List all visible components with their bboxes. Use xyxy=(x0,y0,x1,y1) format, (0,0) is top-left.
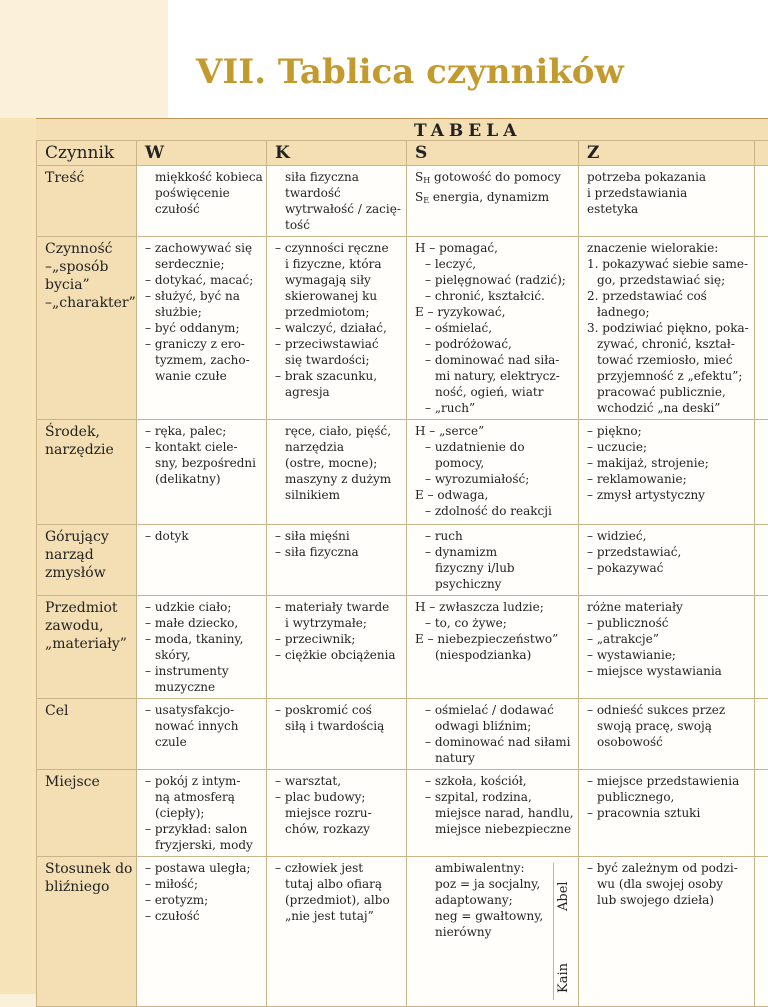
factor-line: –„charakter” xyxy=(45,294,130,312)
cell-line: – szpital, rodzina, xyxy=(415,789,572,805)
cell-line: – moda, tkaniny, xyxy=(145,631,260,647)
cell-w xyxy=(137,596,267,699)
cell-line: poświęcenie xyxy=(145,185,260,201)
cell-line: poz = ja socjalny, xyxy=(415,876,572,892)
row-factor-label xyxy=(37,525,137,596)
cell-line: znaczenie wielorakie: xyxy=(587,240,748,256)
cell-line: i fizyczne, która xyxy=(275,256,400,272)
cell-line: – uczucie; xyxy=(587,439,748,455)
cell-line: E – niebezpieczeństwo” xyxy=(415,631,572,647)
cell-line: nować innych xyxy=(145,718,260,734)
cell-line: – przeciwnik; xyxy=(275,631,400,647)
cell-line: – miejsce wystawiania xyxy=(587,663,748,679)
cell-line: (delikatny) xyxy=(145,471,260,487)
cell-line: miejsce narad, handlu, xyxy=(415,805,572,821)
row-factor-label xyxy=(37,237,137,420)
cell-line: – wyrozumiałość; xyxy=(415,471,572,487)
cell-line: ręce, ciało, pięść, xyxy=(275,423,400,439)
cell-z xyxy=(579,420,755,525)
cell-line: – być zależnym od podzi- xyxy=(587,860,748,876)
cell-line: narzędzia xyxy=(275,439,400,455)
table-row xyxy=(37,237,768,420)
tabela-band xyxy=(36,118,768,141)
table-row xyxy=(37,596,768,699)
cell-line: – dominować nad siła- xyxy=(415,352,572,368)
symbol-letter: S xyxy=(415,190,423,204)
factor-line: zawodu, xyxy=(45,617,130,635)
factor-line: narzędzie xyxy=(45,441,130,459)
cell-w xyxy=(137,166,267,237)
row-factor-label xyxy=(37,420,137,525)
page-title: VII. Tablica czynników xyxy=(196,52,624,92)
cell-k xyxy=(267,420,407,525)
factor-line: Czynność xyxy=(45,240,130,258)
factor-line: Środek, xyxy=(45,423,130,441)
cell-line: swoją pracę, swoją xyxy=(587,718,748,734)
cell-line: – uzdatnienie do xyxy=(415,439,572,455)
table-row xyxy=(37,857,768,1007)
cell-line: E – odwaga, xyxy=(415,487,572,503)
table-header-row xyxy=(37,141,768,166)
row-factor-label xyxy=(37,699,137,770)
cell-extra xyxy=(755,420,768,525)
cell-line: się twardości; xyxy=(275,352,400,368)
cell-line: – ręka, palec; xyxy=(145,423,260,439)
table-row xyxy=(37,525,768,596)
column-header-z: Z xyxy=(579,141,755,166)
cell-line: (niespodzianka) xyxy=(415,647,572,663)
cell-line: – piękno; xyxy=(587,423,748,439)
cell-line: siła fizyczna xyxy=(275,169,400,185)
cell-line: – pokój z intym- xyxy=(145,773,260,789)
cell-line: – walczyć, działać, xyxy=(275,320,400,336)
cell-line: wanie czułe xyxy=(145,368,260,384)
cell-line: adaptowany; xyxy=(415,892,572,908)
binder-strip xyxy=(0,0,36,994)
table-row xyxy=(37,699,768,770)
cell-line: – siła mięśni xyxy=(275,528,400,544)
cell-k xyxy=(267,596,407,699)
cell-line: – przedstawiać, xyxy=(587,544,748,560)
cell-line: natury xyxy=(415,750,572,766)
cell-line: tość xyxy=(275,217,400,233)
cell-line: – zachowywać się xyxy=(145,240,260,256)
cell-line: – ciężkie obciążenia xyxy=(275,647,400,663)
cell-line: – zdolność do reakcji xyxy=(415,503,572,519)
cell-z xyxy=(579,237,755,420)
column-header-k: K xyxy=(267,141,407,166)
cell-line: – dynamizm xyxy=(415,544,572,560)
cell-s xyxy=(407,596,579,699)
cell-s xyxy=(407,420,579,525)
factor-table-container xyxy=(36,118,768,994)
cell-line: (przedmiot), albo xyxy=(275,892,400,908)
cell-line: – chronić, kształcić. xyxy=(415,288,572,304)
factor-line: Miejsce xyxy=(45,773,130,791)
cell-line: skierowanej ku xyxy=(275,288,400,304)
cell-line xyxy=(415,189,572,209)
factor-line: –„sposób xyxy=(45,258,130,276)
row-factor-label xyxy=(37,857,137,1007)
cell-line: – przeciwstawiać xyxy=(275,336,400,352)
cell-line: agresja xyxy=(275,384,400,400)
cell-line: 1. pokazywać siebie same- xyxy=(587,256,748,272)
cell-line: – szkoła, kościół, xyxy=(415,773,572,789)
vertical-labels xyxy=(553,863,576,1000)
vertical-label-abel: Abel xyxy=(556,881,572,911)
cell-k xyxy=(267,857,407,1007)
cell-line: serdecznie; xyxy=(145,256,260,272)
cell-line: – „atrakcje” xyxy=(587,631,748,647)
cell-line: H – zwłaszcza ludzie; xyxy=(415,599,572,615)
column-header-s: S xyxy=(407,141,579,166)
cell-z xyxy=(579,525,755,596)
cell-line: – czułość xyxy=(145,908,260,924)
cell-s xyxy=(407,237,579,420)
cell-line: – postawa uległa; xyxy=(145,860,260,876)
cell-line: – kontakt ciele- xyxy=(145,439,260,455)
cell-line: – przykład: salon xyxy=(145,821,260,837)
cell-s xyxy=(407,699,579,770)
cell-line: i wytrzymałe; xyxy=(275,615,400,631)
cell-line: wchodzić „na deski” xyxy=(587,400,748,416)
cell-line: go, przedstawiać się; xyxy=(587,272,748,288)
cell-line: – dotykać, macać; xyxy=(145,272,260,288)
cell-line: estetyka xyxy=(587,201,748,217)
cell-line: neg = gwałtowny, xyxy=(415,908,572,924)
cell-line: publicznego, xyxy=(587,789,748,805)
cell-line: – pielęgnować (radzić); xyxy=(415,272,572,288)
vertical-label-kain: Kain xyxy=(556,963,572,993)
cell-line: tyzmem, zacho- xyxy=(145,352,260,368)
cell-line: fryzjerski, mody xyxy=(145,837,260,853)
cell-k xyxy=(267,166,407,237)
cell-line: odwagi bliźnim; xyxy=(415,718,572,734)
cell-extra xyxy=(755,237,768,420)
factor-line: Stosunek do xyxy=(45,860,130,878)
cell-line: czule xyxy=(145,734,260,750)
cell-line: fizyczny i/lub xyxy=(415,560,572,576)
column-header-extra xyxy=(755,141,768,166)
cell-line: ność, ogień, wiatr xyxy=(415,384,572,400)
table-row xyxy=(37,166,768,237)
cell-line: lub swojego dzieła) xyxy=(587,892,748,908)
cell-line: ambiwalentny: xyxy=(415,860,572,876)
symbol-subscript: E xyxy=(423,196,429,205)
cell-line: E – ryzykować, xyxy=(415,304,572,320)
cell-line: – miłość; xyxy=(145,876,260,892)
cell-line: maszyny z dużym xyxy=(275,471,400,487)
cell-line: miękkość kobieca xyxy=(145,169,260,185)
cell-line: miejsce niebezpieczne xyxy=(415,821,572,837)
tabela-label: TABELA xyxy=(414,121,521,141)
cell-line: czułość xyxy=(145,201,260,217)
cell-line: tutaj albo ofiarą xyxy=(275,876,400,892)
cell-s xyxy=(407,770,579,857)
factor-line: Górujący xyxy=(45,528,130,546)
cell-line: sny, bezpośredni xyxy=(145,455,260,471)
cell-line: silnikiem xyxy=(275,487,400,503)
cell-line: 2. przedstawiać coś xyxy=(587,288,748,304)
cell-line: – materiały twarde xyxy=(275,599,400,615)
cell-line: i przedstawiania xyxy=(587,185,748,201)
cell-line: – leczyć, xyxy=(415,256,572,272)
cell-line: – publiczność xyxy=(587,615,748,631)
cell-line: – człowiek jest xyxy=(275,860,400,876)
cell-line: pomocy, xyxy=(415,455,572,471)
cell-line xyxy=(415,169,572,189)
row-factor-label xyxy=(37,166,137,237)
cell-line: – siła fizyczna xyxy=(275,544,400,560)
cell-line: skóry, xyxy=(145,647,260,663)
cell-line: – widzieć, xyxy=(587,528,748,544)
cell-line: – czynności ręczne xyxy=(275,240,400,256)
factor-line: Przedmiot xyxy=(45,599,130,617)
cell-line: mi natury, elektrycz- xyxy=(415,368,572,384)
cell-line: – „ruch” xyxy=(415,400,572,416)
cell-line: (ciepły); xyxy=(145,805,260,821)
cell-extra xyxy=(755,699,768,770)
cell-w xyxy=(137,770,267,857)
cell-line: – reklamowanie; xyxy=(587,471,748,487)
cell-w xyxy=(137,857,267,1007)
cell-line: miejsce rozru- xyxy=(275,805,400,821)
cell-line: – ośmielać / dodawać xyxy=(415,702,572,718)
cell-w xyxy=(137,699,267,770)
column-header-w: W xyxy=(137,141,267,166)
cell-z xyxy=(579,596,755,699)
cell-line: pracować publicznie, xyxy=(587,384,748,400)
cell-line: wu (dla swojej osoby xyxy=(587,876,748,892)
cell-w xyxy=(137,525,267,596)
cell-line: – zmysł artystyczny xyxy=(587,487,748,503)
cell-line: wymagają siły xyxy=(275,272,400,288)
cell-line: 3. podziwiać piękno, poka- xyxy=(587,320,748,336)
cell-line: służbie; xyxy=(145,304,260,320)
cell-line: siłą i twardością xyxy=(275,718,400,734)
cell-line: (ostre, mocne); xyxy=(275,455,400,471)
cell-line: – wystawianie; xyxy=(587,647,748,663)
cell-line: – być oddanym; xyxy=(145,320,260,336)
row-factor-label xyxy=(37,770,137,857)
factor-line: Treść xyxy=(45,169,130,187)
cell-k xyxy=(267,525,407,596)
cell-z xyxy=(579,770,755,857)
cell-line: przyjemność z „efektu”; xyxy=(587,368,748,384)
cell-z xyxy=(579,857,755,1007)
cell-line: twardość xyxy=(275,185,400,201)
factor-line: bliźniego xyxy=(45,878,130,896)
table-row xyxy=(37,770,768,857)
symbol-subscript: H xyxy=(423,176,430,185)
cell-line: – podróżować, xyxy=(415,336,572,352)
factor-line: narząd xyxy=(45,546,130,564)
cell-line: – dominować nad siłami xyxy=(415,734,572,750)
cell-w xyxy=(137,237,267,420)
cell-s xyxy=(407,857,579,1007)
cell-line: chów, rozkazy xyxy=(275,821,400,837)
factor-line: bycia” xyxy=(45,276,130,294)
cell-line: – to, co żywe; xyxy=(415,615,572,631)
cell-line: – ośmielać, xyxy=(415,320,572,336)
table-row xyxy=(37,420,768,525)
cell-line: psychiczny xyxy=(415,576,572,592)
cell-line: nierówny xyxy=(415,924,572,940)
table-body xyxy=(37,166,768,1007)
cell-line: – makijaż, strojenie; xyxy=(587,455,748,471)
cell-z xyxy=(579,699,755,770)
cell-s xyxy=(407,166,579,237)
cell-line: – służyć, być na xyxy=(145,288,260,304)
cell-line: – dotyk xyxy=(145,528,260,544)
cell-line: potrzeba pokazania xyxy=(587,169,748,185)
cell-extra xyxy=(755,770,768,857)
cell-w xyxy=(137,420,267,525)
cell-line: – instrumenty xyxy=(145,663,260,679)
factor-line: Cel xyxy=(45,702,130,720)
cell-line: – miejsce przedstawienia xyxy=(587,773,748,789)
cell-line: H – pomagać, xyxy=(415,240,572,256)
cell-extra xyxy=(755,596,768,699)
cell-line: – graniczy z ero- xyxy=(145,336,260,352)
cell-line: zywać, chronić, kształ- xyxy=(587,336,748,352)
symbol-text: energia, dynamizm xyxy=(429,190,549,204)
cell-line: – małe dziecko, xyxy=(145,615,260,631)
cell-line: osobowość xyxy=(587,734,748,750)
column-header-czynnik: Czynnik xyxy=(37,141,137,166)
cell-line: muzyczne xyxy=(145,679,260,695)
symbol-letter: S xyxy=(415,170,423,184)
factor-line: zmysłów xyxy=(45,564,130,582)
cell-k xyxy=(267,770,407,857)
cell-line: – odnieść sukces przez xyxy=(587,702,748,718)
cell-line: – pracownia sztuki xyxy=(587,805,748,821)
symbol-text: gotowość do pomocy xyxy=(430,170,561,184)
cell-z xyxy=(579,166,755,237)
cell-line: H – „serce” xyxy=(415,423,572,439)
cell-k xyxy=(267,237,407,420)
cell-line: – plac budowy; xyxy=(275,789,400,805)
cell-line: różne materiały xyxy=(587,599,748,615)
cell-line: wytrwałość / zacię- xyxy=(275,201,400,217)
cell-line: – erotyzm; xyxy=(145,892,260,908)
cell-line: – pokazywać xyxy=(587,560,748,576)
cell-k xyxy=(267,699,407,770)
cell-line: tować rzemiosło, mieć xyxy=(587,352,748,368)
cell-line: – usatysfakcjo- xyxy=(145,702,260,718)
cell-line: – ruch xyxy=(415,528,572,544)
cell-line: – brak szacunku, xyxy=(275,368,400,384)
cell-line: – poskromić coś xyxy=(275,702,400,718)
row-factor-label xyxy=(37,596,137,699)
factor-line: „materiały” xyxy=(45,635,130,653)
factor-table xyxy=(36,140,768,1007)
cell-line: przedmiotom; xyxy=(275,304,400,320)
cell-extra xyxy=(755,166,768,237)
cell-line: ną atmosferą xyxy=(145,789,260,805)
cell-line: „nie jest tutaj” xyxy=(275,908,400,924)
cell-extra xyxy=(755,857,768,1007)
cell-extra xyxy=(755,525,768,596)
cell-line: – udzkie ciało; xyxy=(145,599,260,615)
cell-line: ładnego; xyxy=(587,304,748,320)
cell-s xyxy=(407,525,579,596)
cell-line: – warsztat, xyxy=(275,773,400,789)
